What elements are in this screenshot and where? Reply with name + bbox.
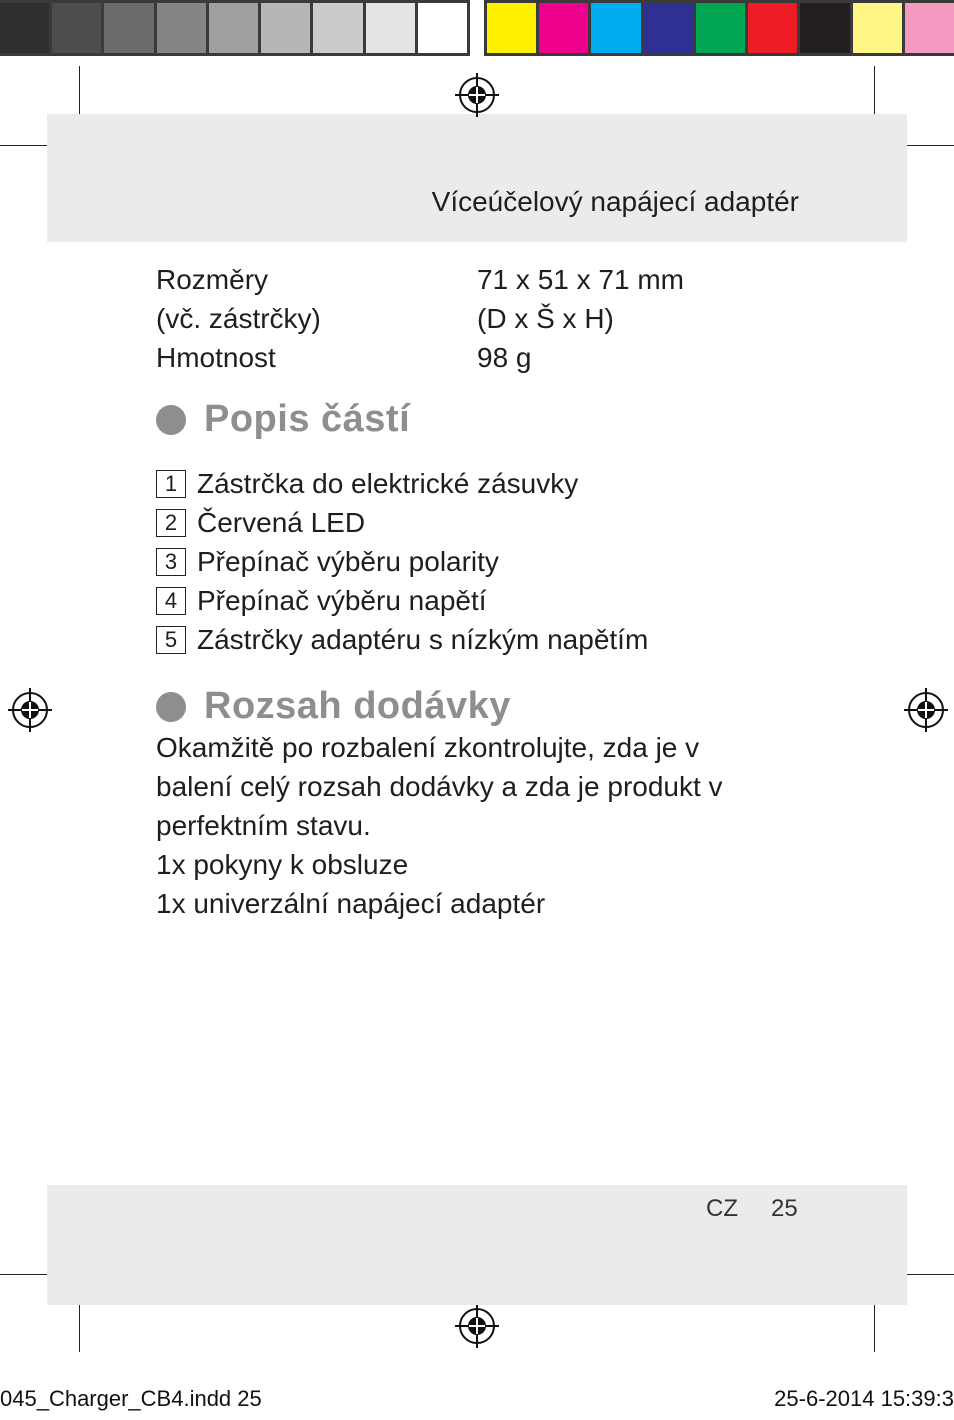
delivery-text-line: Okamžitě po rozbalení zkontrolujte, zda je v	[156, 732, 700, 763]
part-text: Zástrčky adaptéru s nízkým napětím	[197, 624, 649, 655]
header-band	[47, 114, 907, 242]
process-swatch	[644, 3, 696, 53]
page-number: 25	[771, 1195, 798, 1222]
list-item	[156, 624, 648, 656]
delivery-heading-text: Rozsah dodávky	[204, 685, 511, 727]
list-item	[156, 507, 365, 539]
spec-label: (vč. zástrčky)	[156, 303, 321, 334]
process-swatch	[748, 3, 800, 53]
bullet-icon	[156, 692, 186, 722]
list-item	[156, 585, 487, 617]
grayscale-swatch	[209, 3, 261, 53]
grayscale-swatch	[157, 3, 209, 53]
list-item	[156, 546, 499, 578]
process-swatch	[853, 3, 905, 53]
parts-heading	[156, 398, 410, 441]
grayscale-swatch	[261, 3, 313, 53]
part-number: 5	[156, 626, 186, 654]
spec-value: (D x Š x H)	[477, 303, 614, 334]
part-number: 3	[156, 548, 186, 576]
registration-mark-icon	[904, 688, 948, 732]
grayscale-swatch	[366, 3, 418, 53]
bullet-icon	[156, 405, 186, 435]
registration-mark-icon	[455, 73, 499, 117]
delivery-text-line: perfektním stavu.	[156, 810, 371, 841]
part-number: 4	[156, 587, 186, 615]
parts-heading-text: Popis částí	[204, 398, 411, 440]
process-swatch	[591, 3, 643, 53]
process-color-bar	[484, 0, 954, 56]
process-swatch	[905, 3, 954, 53]
process-swatch	[539, 3, 591, 53]
spec-label: Hmotnost	[156, 342, 276, 373]
registration-mark-icon	[8, 688, 52, 732]
grayscale-color-bar	[0, 0, 470, 56]
grayscale-swatch	[52, 3, 104, 53]
delivery-text-line: balení celý rozsah dodávky a zda je produkt v	[156, 771, 723, 802]
slug-timestamp: 25-6-2014 15:39:3	[774, 1386, 954, 1411]
grayscale-swatch	[0, 3, 52, 53]
registration-mark-icon	[455, 1304, 499, 1348]
part-text: Zástrčka do elektrické zásuvky	[197, 468, 579, 499]
grayscale-swatch	[104, 3, 156, 53]
part-number: 1	[156, 470, 186, 498]
part-text: Přepínač výběru napětí	[197, 585, 487, 616]
spec-value: 98 g	[477, 342, 532, 373]
page-title: Víceúčelový napájecí adaptér	[431, 186, 799, 217]
language-code: CZ	[706, 1195, 738, 1222]
delivery-item: 1x univerzální napájecí adaptér	[156, 888, 546, 919]
spec-label: Rozměry	[156, 264, 269, 295]
process-swatch	[696, 3, 748, 53]
part-text: Červená LED	[197, 507, 366, 538]
delivery-item: 1x pokyny k obsluze	[156, 849, 409, 880]
part-text: Přepínač výběru polarity	[197, 546, 499, 577]
list-item	[156, 468, 578, 500]
grayscale-swatch	[418, 3, 467, 53]
slug-filename: 045_Charger_CB4.indd 25	[0, 1386, 262, 1411]
process-swatch	[800, 3, 852, 53]
footer-band	[47, 1185, 907, 1305]
delivery-heading	[156, 685, 511, 728]
grayscale-swatch	[313, 3, 365, 53]
spec-value: 71 x 51 x 71 mm	[477, 264, 684, 295]
part-number: 2	[156, 509, 186, 537]
process-swatch	[487, 3, 539, 53]
